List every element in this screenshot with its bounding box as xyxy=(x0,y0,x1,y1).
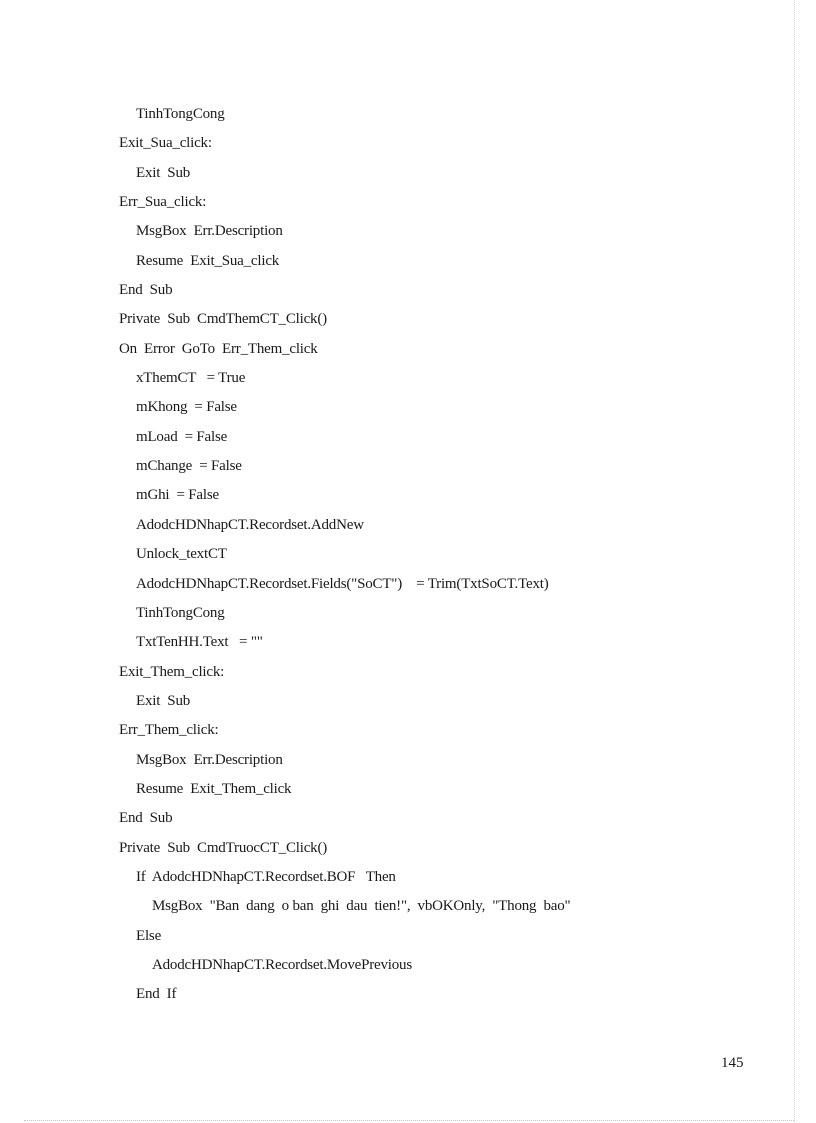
code-line: Else xyxy=(136,927,162,944)
code-line: If AdodcHDNhapCT.Recordset.BOF Then xyxy=(136,868,396,885)
code-line: AdodcHDNhapCT.Recordset.AddNew xyxy=(136,516,364,533)
code-line: TxtTenHH.Text = "" xyxy=(136,634,263,651)
page-number: 145 xyxy=(721,1055,744,1071)
code-line: MsgBox Err.Description xyxy=(136,751,283,768)
page-bottom-border xyxy=(24,1120,794,1121)
code-line: End Sub xyxy=(119,282,173,299)
code-line: mLoad = False xyxy=(136,428,228,445)
code-line: Private Sub CmdTruocCT_Click() xyxy=(119,839,328,856)
code-line: MsgBox Err.Description xyxy=(136,223,283,240)
code-line: Exit Sub xyxy=(136,692,191,709)
code-line: End If xyxy=(136,986,177,1003)
code-line: TinhTongCong xyxy=(136,604,225,621)
code-line: Private Sub CmdThemCT_Click() xyxy=(119,311,327,328)
code-line: TinhTongCong xyxy=(136,106,225,122)
code-line: AdodcHDNhapCT.Recordset.Fields("SoCT") = Trim(TxtSoCT.Text) xyxy=(136,575,549,592)
code-line: Unlock_textCT xyxy=(136,546,227,563)
code-line: Exit Sub xyxy=(136,164,191,181)
code-line: AdodcHDNhapCT.Recordset.MovePrevious xyxy=(152,956,412,973)
page-right-border xyxy=(794,0,795,1123)
code-line: On Error GoTo Err_Them_click xyxy=(119,340,318,357)
code-line: mGhi = False xyxy=(136,487,219,504)
code-line: Err_Them_click: xyxy=(119,722,219,739)
code-line: Exit_Them_click: xyxy=(119,663,225,680)
code-line: MsgBox "Ban dang o ban ghi dau tien!", vbOKOnly, "Thong bao" xyxy=(152,898,571,915)
code-line: Exit_Sua_click: xyxy=(119,135,212,152)
code-line: mChange = False xyxy=(136,458,242,475)
code-line: Resume Exit_Sua_click xyxy=(136,252,280,269)
code-line: Resume Exit_Them_click xyxy=(136,780,292,797)
code-line: mKhong = False xyxy=(136,399,237,416)
code-line: Err_Sua_click: xyxy=(119,194,207,211)
code-line: xThemCT = True xyxy=(136,370,246,387)
code-line: End Sub xyxy=(119,810,173,827)
code-listing xyxy=(119,102,779,1012)
